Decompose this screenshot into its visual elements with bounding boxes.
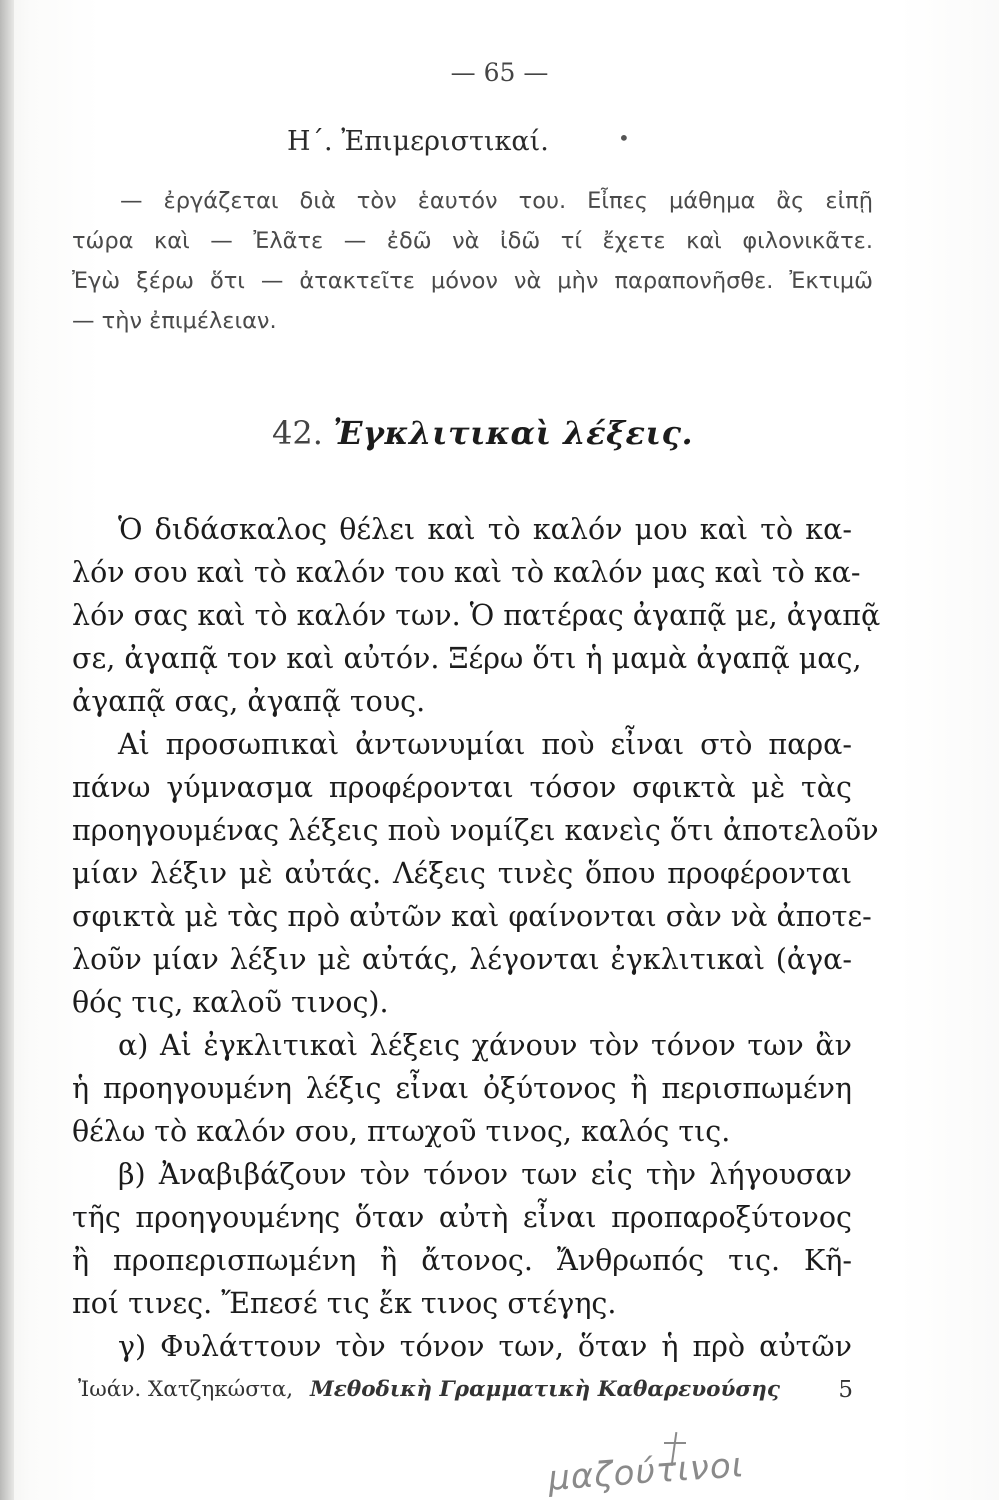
lesson-heading [272,414,693,452]
rule-b-line: ποί τινες. Ἔπεσέ τις ἔκ τινος στέγης. [72,1287,617,1320]
exercise-line: τώρα καὶ — Ἐλᾶτε — ἐδῶ νὰ ἰδῶ τί ἔχετε καὶ φιλονικᾶτε. [72,228,873,254]
paragraph-line: ἀγαπᾷ σας, ἀγαπᾷ τους. [72,685,426,718]
rule-a-line: θέλω τὸ καλόν σου, πτωχοῦ τινος, καλός τις. [72,1115,731,1148]
paragraph-line: Αἱ προσωπικαὶ ἀντωνυμίαι ποὺ εἶναι στὸ παρα- [118,728,852,761]
lesson-title: Ἐγκλιτικαὶ λέξεις. [333,414,694,452]
rule-b-line: β) Ἀναβιβάζουν τὸν τόνον των εἰς τὴν λήγουσαν [118,1158,852,1191]
rule-b-line: ἢ προπερισπωμένη ἢ ἄτονος. Ἄνθρωπός τις. Κῆ- [72,1244,852,1277]
paragraph-line: λόν σου καὶ τὸ καλόν του καὶ τὸ καλόν μας καὶ τὸ κα- [72,556,861,589]
paragraph-line: Ὁ διδάσκαλος θέλει καὶ τὸ καλόν μου καὶ τὸ κα- [118,513,852,546]
rule-a-line: ἡ προηγουμένη λέξις εἶναι ὀξύτονος ἢ περισπωμένη [72,1072,852,1105]
page-number: — 65 — [450,58,549,87]
exercise-line: — τὴν ἐπιμέλειαν. [72,308,277,334]
page-gutter [0,0,14,1500]
paragraph-line: προηγουμένας λέξεις ποὺ νομίζει κανεὶς ὅτι ἀποτελοῦν [72,814,879,847]
exercise-line: — ἐργάζεται διὰ τὸν ἑαυτόν του. Εἶπες μάθημα ἂς εἰπῇ [120,188,873,214]
exercise-line: Ἐγὼ ξέρω ὅτι — ἀτακτεῖτε μόνον νὰ μὴν παραπονῆσθε. Ἐκτιμῶ [72,268,873,294]
paragraph-line: σε, ἀγαπᾷ τον καὶ αὐτόν. Ξέρω ὅτι ἡ μαμὰ ἀγαπᾷ μας, [72,642,862,675]
section-heading: Η΄. Ἐπιμεριστικαί. [287,126,549,157]
ink-mark: • [618,126,630,150]
paragraph-line: λόν σας καὶ τὸ καλόν των. Ὁ πατέρας ἀγαπᾷ με, ἀγαπᾷ [72,599,881,632]
footer-author: Ἰωάν. Χατζηκώστα, [78,1377,294,1402]
handwriting-stroke [664,1442,686,1444]
paragraph-line: πάνω γύμνασμα προφέρονται τόσον σφικτὰ μὲ τὰς [72,771,852,804]
rule-c-line: γ) Φυλάττουν τὸν τόνον των, ὅταν ἡ πρὸ αὐτῶν [118,1330,852,1363]
rule-b-line: τῆς προηγουμένης ὅταν αὐτὴ εἶναι προπαροξύτονος [72,1201,852,1234]
paragraph-line: θός τις, καλοῦ τινος). [72,986,389,1019]
footer-book-title: Μεθοδικὴ Γραμματικὴ Καθαρευούσης [310,1377,780,1402]
handwritten-note: μαζούτινοι [546,1445,746,1499]
paragraph-line: μίαν λέξιν μὲ αὐτάς. Λέξεις τινὲς ὅπου προφέρονται [72,857,852,890]
rule-a-line: α) Αἱ ἐγκλιτικαὶ λέξεις χάνουν τὸν τόνον των ἂν [118,1029,852,1062]
lesson-number: 42. [272,414,323,452]
paragraph-line: λοῦν μίαν λέξιν μὲ αὐτάς, λέγονται ἐγκλιτικαὶ (ἀγα- [72,943,852,976]
paragraph-line: σφικτὰ μὲ τὰς πρὸ αὐτῶν καὶ φαίνονται σὰν νὰ ἀποτε- [72,900,872,933]
footer-signature-mark: 5 [838,1377,853,1403]
